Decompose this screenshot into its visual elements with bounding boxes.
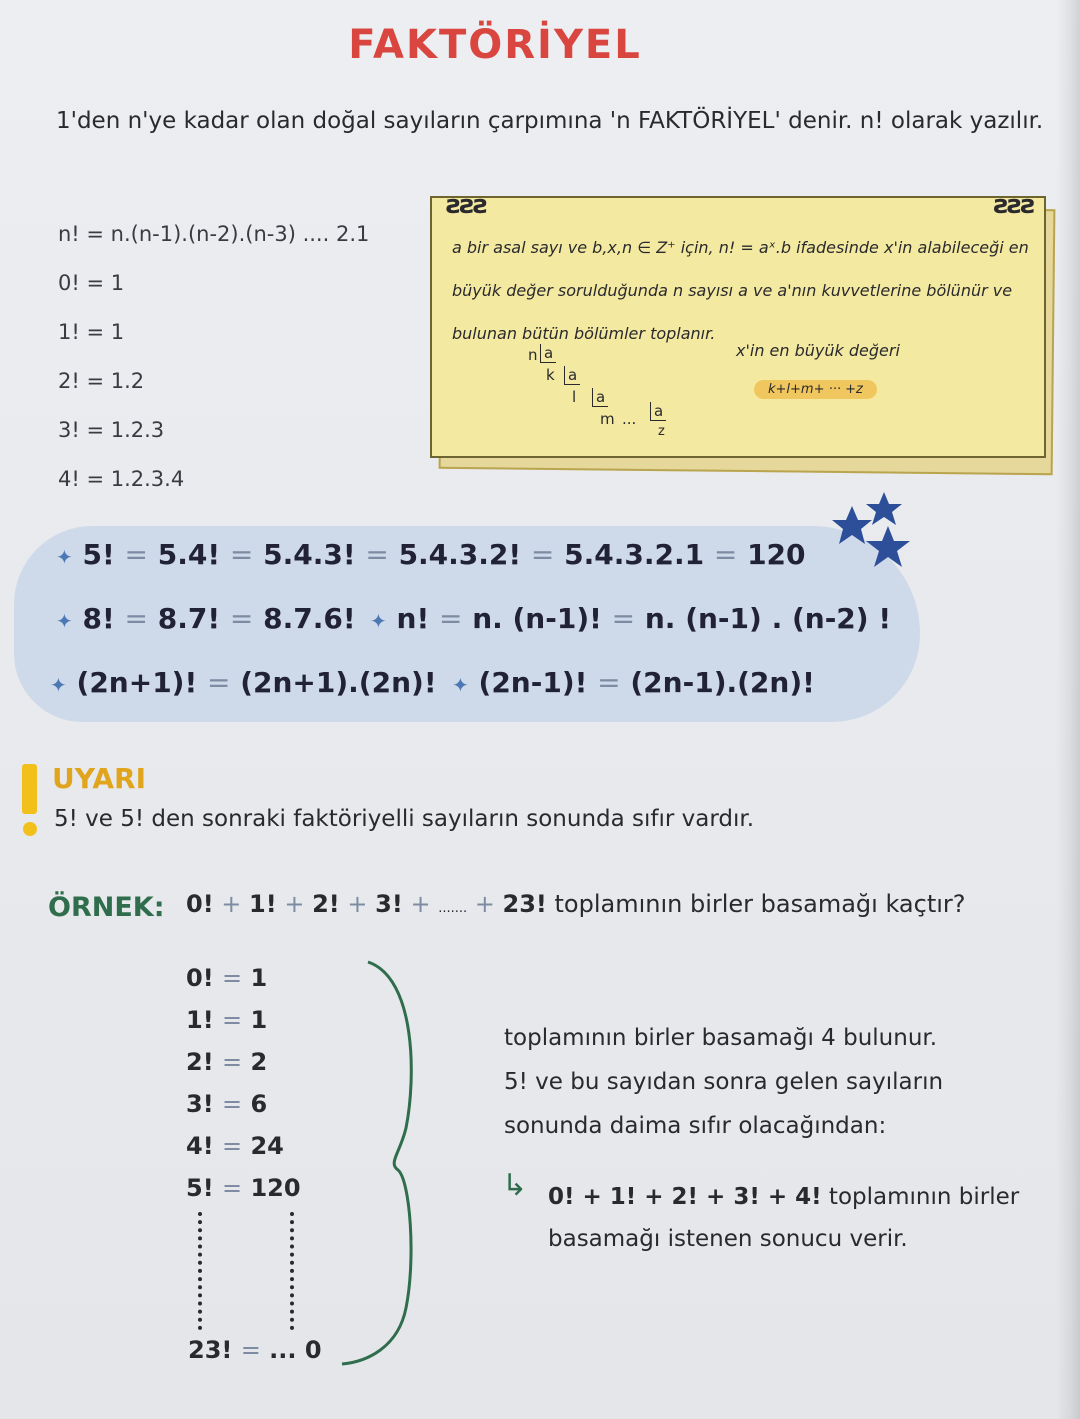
identity-line-1: ✦ 5! = 5.4! = 5.4.3! = 5.4.3.2! = 5.4.3.2.1 = 120 (56, 538, 806, 571)
identity-line-3a: ✦ (2n+1)! = (2n+1).(2n)! (50, 666, 437, 699)
division-a-2: a (564, 366, 580, 385)
warning-label: UYARI (52, 762, 146, 795)
brace-icon (336, 958, 426, 1368)
factorial-definitions (58, 216, 369, 510)
division-ellipsis: ... (622, 410, 637, 428)
identity-line-2a: ✦ 8! = 8.7! = 8.7.6! (56, 602, 356, 635)
bullet-icon: ✦ (50, 673, 67, 697)
max-value-label: x'in en büyük değeri (736, 341, 900, 360)
warning-icon (22, 764, 37, 814)
formula-2: 2! = 1.2 (58, 369, 145, 393)
conclusion-text: 0! + 1! + 2! + 3! + 4! toplamının birler basamağı istenen sonucu verir. (548, 1184, 1020, 1252)
spiral-left-icon: ƨƨƨ (446, 190, 487, 220)
spiral-right-icon: ƨƨƨ (993, 190, 1034, 220)
formula-1: 1! = 1 (58, 320, 125, 344)
formula-3: 3! = 1.2.3 (58, 418, 165, 442)
value-row: 2! = 2 (186, 1048, 268, 1076)
explanation-text: toplamının birler basamağı 4 bulunur. 5! ve bu sayıdan sonra gelen sayıların sonunda daima sıfır olacağından: (504, 1025, 944, 1139)
value-row: 4! = 24 (186, 1132, 284, 1160)
bullet-icon: ✦ (370, 609, 387, 633)
value-row: 3! = 6 (186, 1090, 268, 1118)
formula-general: n! = n.(n-1).(n-2).(n-3) .... 2.1 (58, 222, 370, 246)
note-card (430, 190, 1046, 458)
value-row-last: 23! = ... 0 (188, 1336, 322, 1364)
formula-0: 0! = 1 (58, 271, 125, 295)
division-m: m (600, 410, 615, 428)
factorial-values (186, 958, 301, 1210)
bullet-icon: ✦ (452, 673, 469, 697)
dotted-line-right (290, 1212, 294, 1330)
max-value-sum: k+l+m+ ··· +z (754, 380, 877, 399)
example-question: 0! + 1! + 2! + 3! + ....... + 23! toplamının birler basamağı kaçtır? (186, 890, 966, 918)
dotted-line-left (198, 1212, 202, 1330)
division-a-1: a (540, 344, 556, 363)
division-k: k (546, 366, 555, 384)
division-n: n (528, 346, 538, 364)
warning-dot (23, 822, 37, 836)
definition-text: 1'den n'ye kadar olan doğal sayıların çarpımına 'n FAKTÖRİYEL' denir. n! olarak yazılır. (56, 108, 1044, 134)
example-label: ÖRNEK: (48, 892, 165, 923)
division-a-4: a (650, 402, 666, 421)
warning-text: 5! ve 5! den sonraki faktöriyelli sayıların sonunda sıfır vardır. (54, 806, 755, 832)
bullet-icon: ✦ (56, 545, 73, 569)
formula-4: 4! = 1.2.3.4 (58, 467, 185, 491)
arrow-icon: ↳ (502, 1168, 528, 1203)
division-l: l (572, 388, 577, 406)
note-text: a bir asal sayı ve b,x,n ∈ Z⁺ için, n! = aˣ.b ifadesinde x'in alabileceği en büyük değer sorulduğunda n sayısı a ve a'nın kuvvetlerine bölünür ve bulunan bütün bölümler toplanır. (452, 238, 1029, 343)
page-edge-shadow (1056, 0, 1080, 1419)
identity-line-2b: ✦ n! = n. (n-1)! = n. (n-1) . (n-2) ! (370, 602, 892, 635)
stars-icon (822, 486, 918, 582)
value-row: 1! = 1 (186, 1006, 268, 1034)
bullet-icon: ✦ (56, 609, 73, 633)
identity-line-3b: ✦ (2n-1)! = (2n-1).(2n)! (452, 666, 815, 699)
value-row: 5! = 120 (186, 1174, 301, 1202)
value-row: 0! = 1 (186, 964, 268, 992)
division-a-3: a (592, 388, 608, 407)
division-z: z (658, 424, 665, 439)
page-title: FAKTÖRİYEL (348, 22, 642, 68)
